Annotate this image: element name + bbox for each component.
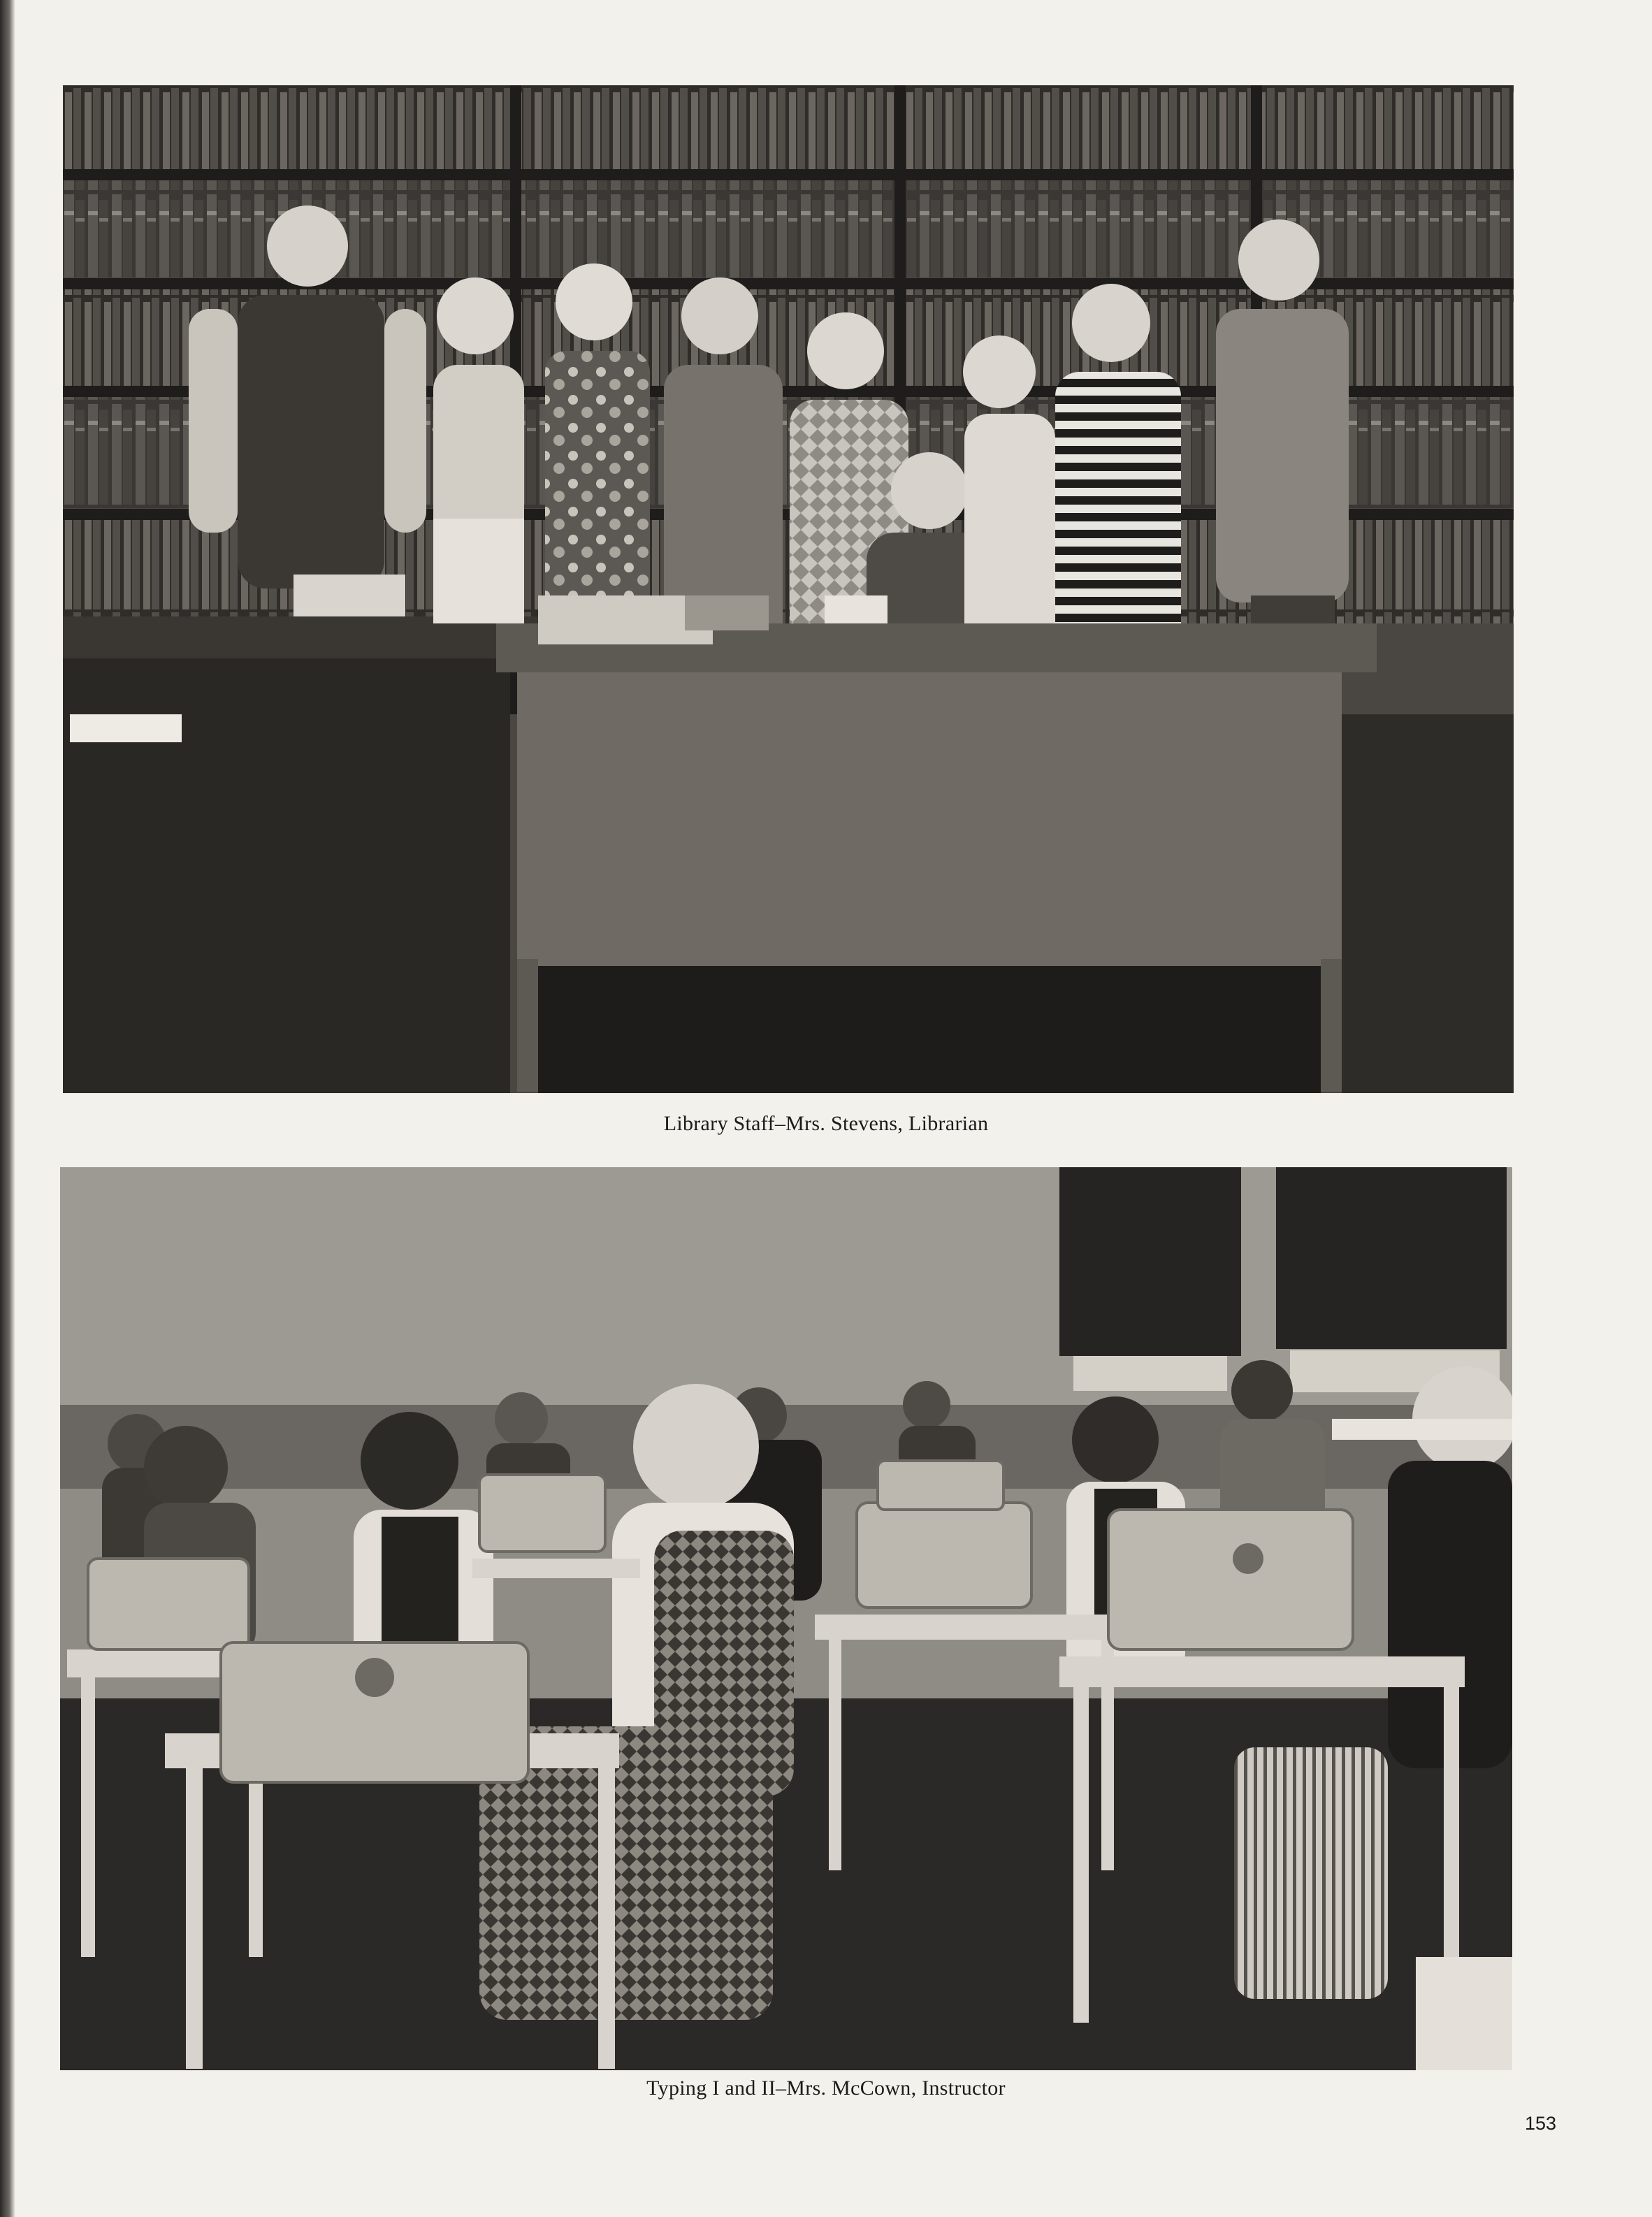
library-staff-caption: Library Staff–Mrs. Stevens, Librarian xyxy=(663,1112,989,1135)
page-binding-edge xyxy=(0,0,15,2217)
typing-class-caption: Typing I and II–Mrs. McCown, Instructor xyxy=(646,2077,1006,2100)
library-staff-photo xyxy=(63,85,1514,1093)
typing-class-photo xyxy=(60,1167,1512,2070)
page-number: 153 xyxy=(1525,2113,1557,2134)
